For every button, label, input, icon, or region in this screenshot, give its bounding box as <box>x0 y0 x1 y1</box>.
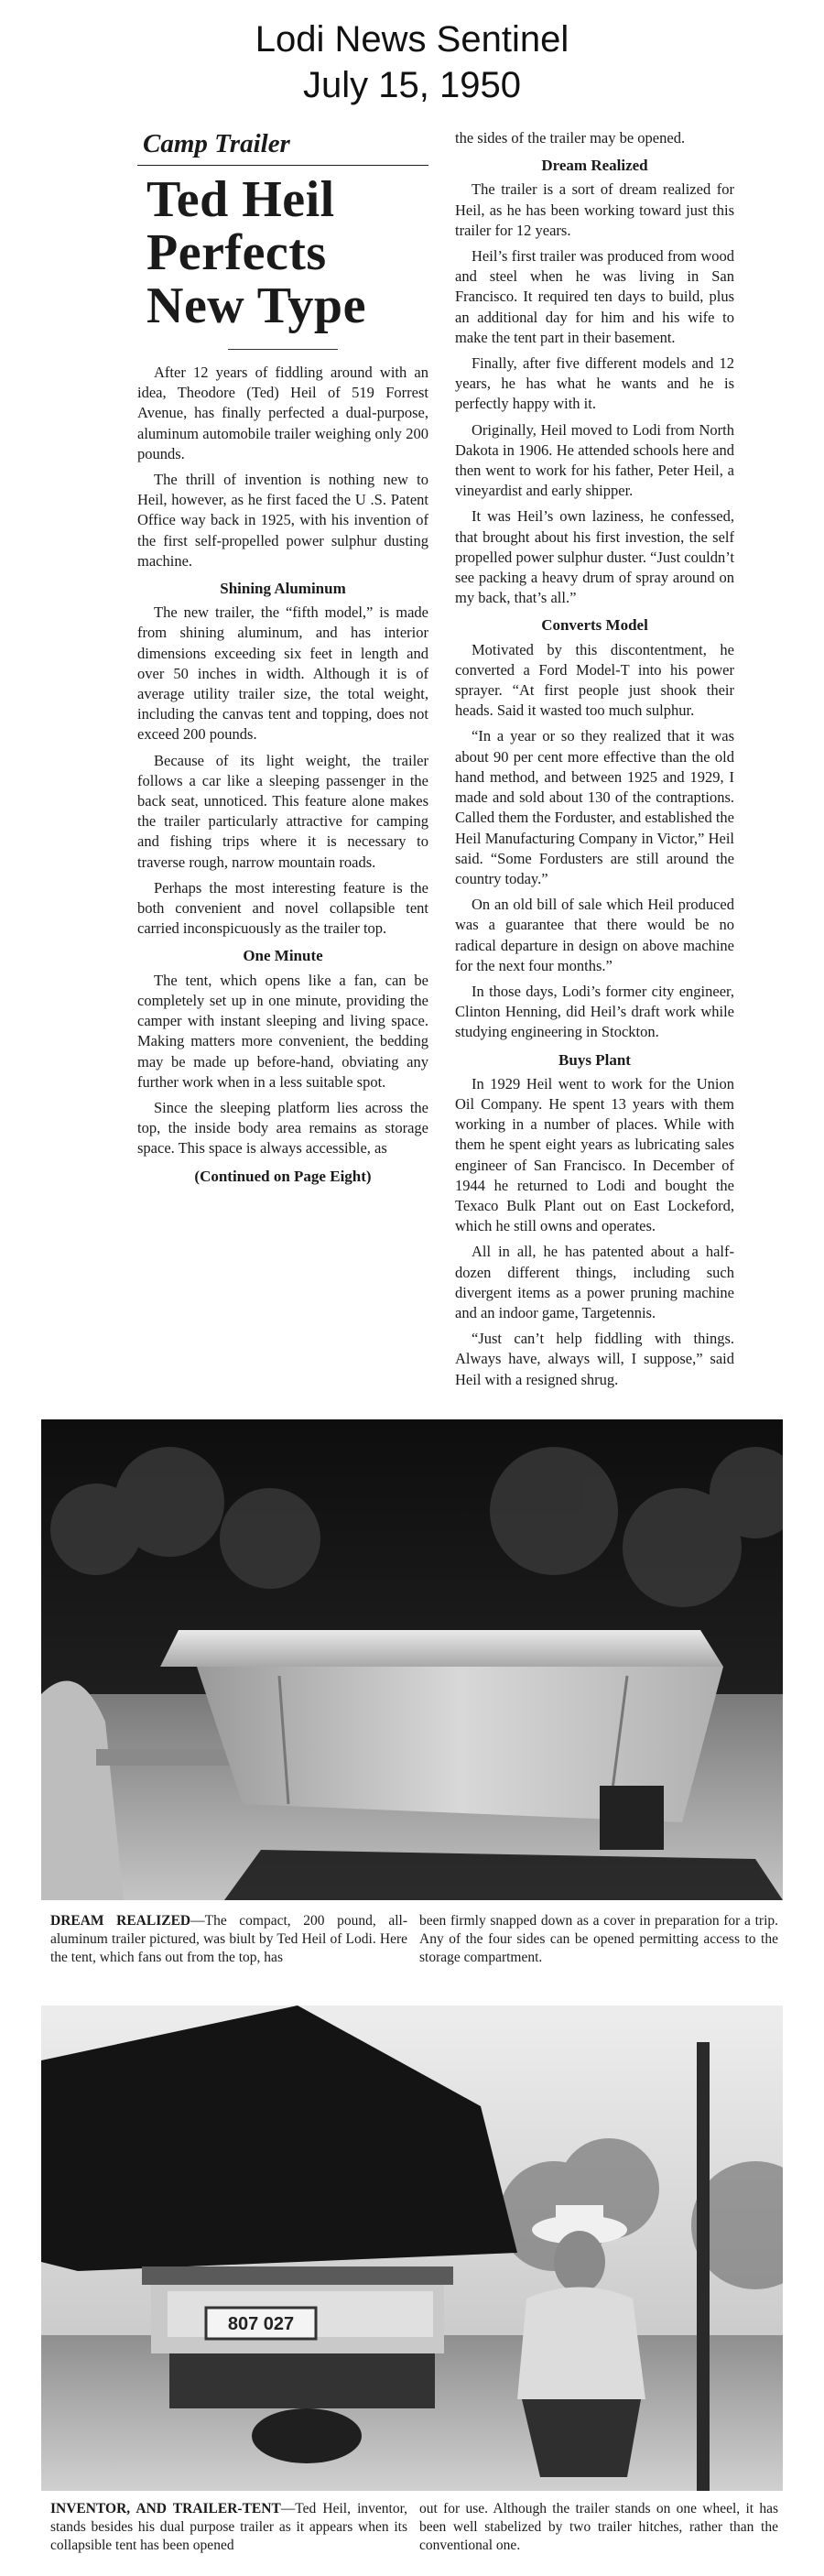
section-subhead: Shining Aluminum <box>220 580 346 598</box>
newspaper-name: Lodi News Sentinel <box>255 19 569 60</box>
trailer-photo-image <box>41 1419 783 1900</box>
caption-text: —The compact, 200 pound, all-aluminum trailer pictured, was biult by Ted Heil of Lodi. Here the tent, which fans out from the top, has <box>50 1913 407 1965</box>
article-kicker: Camp Trailer <box>143 129 290 158</box>
article-paragraph: “Just can’t help fiddling with things. Always have, always will, I suppose,” said Heil with a resigned shrug. <box>455 1330 734 1388</box>
caption-lead: DREAM REALIZED <box>50 1913 191 1929</box>
article-paragraph: The tent, which opens like a fan, can be completely set up in one minute, providing the camper with instant sleeping and living space. Making matters more convenient, the bedding may be made up before-hand, obviating any further work when in a less suitable spot. <box>137 971 428 1091</box>
article-paragraph: After 12 years of fiddling around with an idea, Theodore (Ted) Heil of 519 Forrest Avenue, has finally perfected a dual-purpose, aluminum automobile trailer weighing only 200 pounds. <box>137 364 428 462</box>
headline-divider <box>228 349 338 350</box>
masthead <box>0 16 824 108</box>
article-paragraph: Originally, Heil moved to Lodi from North Dakota in 1906. He attended schools here and then went to work for his father, Peter Heil, a vineyardist and early shipper. <box>455 420 734 500</box>
article-paragraph: The trailer is a sort of dream realized for Heil, as he has been working toward just this trailer for 12 years. <box>455 180 734 239</box>
section-subhead: One Minute <box>243 947 323 965</box>
article-paragraph: Because of its light weight, the trailer follows a car like a sleeping passenger in the back seat, unnoticed. This feature alone makes the trailer particularly attractive for camping and fishing trips where it is necessary to traverse rough, narrow mountain roads. <box>137 751 428 871</box>
kicker-divider <box>137 165 428 166</box>
article-paragraph: The thrill of invention is nothing new to Heil, however, as he first faced the U .S. Patent Office way back in 1925, with his invention of the first self-propelled power sulphur dusting machine. <box>137 471 428 570</box>
article-paragraph: “In a year or so they realized that it was about 90 per cent more effective than the old hand method, and between 1925 and 1929, I made and sold about 130 of the contraptions. Called them the Forduster, and established the Heil Manufacturing Company in Victor,” Heil said. “Some Fordusters are still around the country today.” <box>455 727 734 887</box>
headline-line: New Type <box>146 277 366 334</box>
article-paragraph: Motivated by this discontentment, he converted a Ford Model-T into his power sprayer. “At first people just shook their heads. Said it wasted too much sulphur. <box>455 640 734 720</box>
headline-line: Ted Heil <box>146 171 335 228</box>
column-2-body <box>455 128 734 1390</box>
article-headline <box>146 173 428 332</box>
caption-lead: INVENTOR, AND TRAILER-TENT <box>50 2501 281 2516</box>
column-1-body <box>137 363 428 1159</box>
photo-2-caption-left <box>50 2500 407 2555</box>
article-paragraph: Finally, after five different models and 12 years, he has what he wants and he is perfectly happy with it. <box>455 354 734 413</box>
section-subhead: Dream Realized <box>541 157 648 175</box>
article-paragraph: The new trailer, the “fifth model,” is made from shining aluminum, and has interior dimensions exceeding six feet in length and over 50 inches in width. Although it is of average utility trailer size, the total weight, including the canvas tent and topping, does not exceed 200 pounds. <box>137 603 428 744</box>
article-paragraph: Heil’s first trailer was produced from wood and steel when he was living in San Francisco. It required ten days to build, plus an additional day for him and his wife to make the tent part in their basement. <box>455 247 734 346</box>
article-paragraph: All in all, he has patented about a half-dozen different things, including such divergent items as a power pruning machine and an indoor game, Targetennis. <box>455 1243 734 1321</box>
article-paragraph: In those days, Lodi’s former city engineer, Clinton Henning, did Heil’s draft work while studying engineering in Stockton. <box>455 982 734 1041</box>
article-paragraph: Since the sleeping platform lies across the top, the inside body area remains as storage space. This space is always accessible, as <box>137 1098 428 1158</box>
article-column-2 <box>455 128 734 1396</box>
article-paragraph: It was Heil’s own laziness, he confessed, that brought about his first investion, the self propelled power sulphur duster. “Just couldn’t see packing a heavy drum of spray around on my back, that’s all.” <box>455 507 734 607</box>
license-plate-text: 807 027 <box>227 2314 295 2334</box>
section-subhead: Converts Model <box>541 616 648 635</box>
article-paragraph: On an old bill of sale which Heil produced was a guarantee that there would be no radical departure in design on above machine for the next four months.” <box>455 896 734 974</box>
photo-2-caption-right: out for use. Although the trailer stands on one wheel, it has been well stabelized by two trailer hitches, rather than the conventional one. <box>419 2501 778 2553</box>
article-paragraph: In 1929 Heil went to work for the Union Oil Company. He spent 13 years with them working in a number of places. While with them he spent eight years as lubricating sales engineer of San Francisco. In December of 1944 he returned to Lodi and bought the Texaco Bulk Plant out on East Lockeford, which he still owns and operates. <box>455 1074 734 1235</box>
trailer-photo <box>41 1419 783 1900</box>
publication-date: July 15, 1950 <box>303 65 521 105</box>
photo-1-caption-right: been firmly snapped down as a cover in preparation for a trip. Any of the four sides can be opened permitting access to the storage compartment. <box>419 1913 778 1965</box>
inventor-photo-image <box>41 2005 783 2491</box>
caption-text: —Ted Heil, inventor, stands besides his dual purpose trailer as it appears when its collapsible tent has been opened <box>50 2501 407 2553</box>
photo-1-caption-left <box>50 1912 407 1967</box>
article-paragraph: Perhaps the most interesting feature is the both convenient and novel collapsible tent carried inconspicuously as the trailer top. <box>137 878 428 938</box>
inventor-photo <box>41 2005 783 2491</box>
continuation-note: (Continued on Page Eight) <box>194 1167 372 1185</box>
article-column-1 <box>137 128 428 1187</box>
article-paragraph: the sides of the trailer may be opened. <box>455 129 686 147</box>
headline-line: Perfects <box>146 224 327 281</box>
section-subhead: Buys Plant <box>558 1050 631 1069</box>
